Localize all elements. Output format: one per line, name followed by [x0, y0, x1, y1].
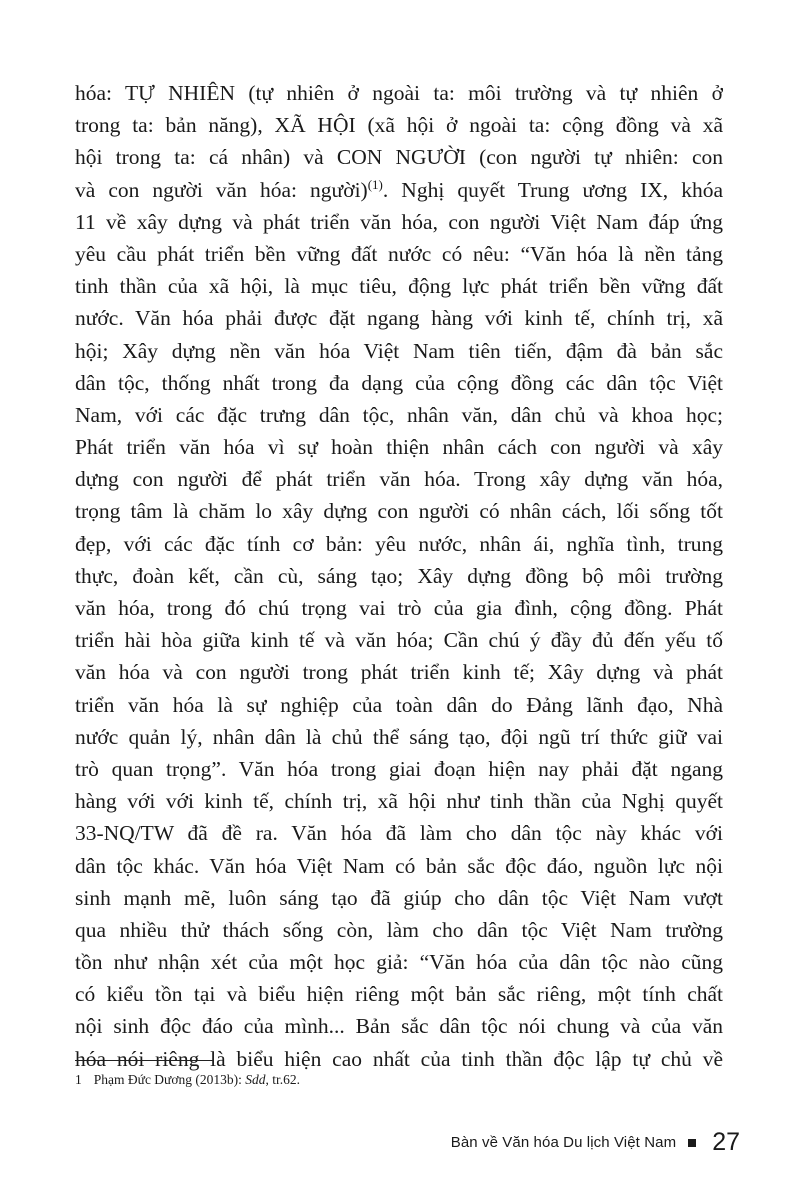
- body-line-8: nước. Văn hóa phải được đặt ngang hàng với kinh tế, chính trị, xã: [75, 306, 723, 331]
- footnote-number: 1: [75, 1072, 82, 1087]
- body-line-2: trong ta: bản năng), XÃ HỘI (xã hội ở ngoài ta: cộng đồng và xã: [75, 113, 723, 138]
- footnote-text: Phạm Đức Dương (2013b):: [93, 1072, 246, 1087]
- body-line-13: dựng con người để phát triển văn hóa. Trong xây dựng văn hóa,: [75, 467, 723, 492]
- running-footer: [451, 1128, 740, 1157]
- body-line-27: qua nhiều thử thách sống còn, làm cho dân tộc Việt Nam trường: [75, 917, 723, 942]
- body-line-6: yêu cầu phát triển bền vững đất nước có nêu: “Văn hóa là nền tảng: [75, 241, 723, 266]
- footnote-divider: [75, 1060, 213, 1061]
- body-line-29: có kiểu tồn tại và biểu hiện riêng một bản sắc riêng, một tính chất: [75, 982, 723, 1007]
- body-line-15: đẹp, với các đặc tính cơ bản: yêu nước, nhân ái, nghĩa tình, trung: [75, 531, 723, 556]
- body-line-3: hội trong ta: cá nhân) và CON NGƯỜI (con người tự nhiên: con: [75, 145, 723, 170]
- body-line-21: nước quản lý, nhân dân là chủ thể sáng tạo, đội ngũ trí thức giữ vai: [75, 724, 723, 749]
- body-line-24: 33-NQ/TW đã đề ra. Văn hóa đã làm cho dân tộc này khác với: [75, 821, 723, 846]
- body-line-14: trọng tâm là chăm lo xây dựng con người có nhân cách, lối sống tốt: [75, 499, 723, 524]
- body-line-4: và con người văn hóa: người)$^{(1)}$. Nghị quyết Trung ương IX, khóa: [75, 176, 723, 202]
- body-line-9: hội; Xây dựng nền văn hóa Việt Nam tiên tiến, đậm đà bản sắc: [75, 338, 723, 363]
- footnote-reference: (1): [367, 176, 383, 192]
- body-line-31: hóa nói riêng là biểu hiện cao nhất của tinh thần độc lập tự chủ về: [75, 1046, 723, 1071]
- body-line-28: tồn như nhận xét của một học giả: “Văn hóa của dân tộc nào cũng: [75, 950, 723, 975]
- body-line-20: triển văn hóa là sự nghiệp của toàn dân do Đảng lãnh đạo, Nhà: [75, 692, 723, 717]
- body-line-22: trò quan trọng”. Văn hóa trong giai đoạn hiện nay phải đặt ngang: [75, 756, 723, 781]
- body-line-5: 11 về xây dựng và phát triển văn hóa, con người Việt Nam đáp ứng: [75, 209, 723, 234]
- page-number: 27: [712, 1128, 740, 1156]
- footer-book-title: Bàn về Văn hóa Du lịch Việt Nam: [450, 1134, 677, 1151]
- body-line-25: dân tộc khác. Văn hóa Việt Nam có bản sắc độc đáo, nguồn lực nội: [75, 853, 723, 878]
- body-line-26: sinh mạnh mẽ, luôn sáng tạo đã giúp cho dân tộc Việt Nam vượt: [75, 885, 723, 910]
- square-bullet-icon: [688, 1139, 696, 1147]
- body-line-30: nội sinh độc đáo của mình... Bản sắc dân tộc nói chung và của văn: [75, 1014, 723, 1039]
- body-line-18: triển hài hòa giữa kinh tế và văn hóa; Cần chú ý đầy đủ đến yếu tố: [75, 628, 723, 653]
- body-line-7: tinh thần của xã hội, là mục tiêu, động lực phát triển bền vững đất: [75, 274, 723, 299]
- body-line-19: văn hóa và con người trong phát triển kinh tế; Xây dựng và phát: [75, 660, 723, 685]
- body-line-23: hàng với với kinh tế, chính trị, xã hội như tinh thần của Nghị quyết: [75, 789, 723, 814]
- body-line-12: Phát triển văn hóa vì sự hoàn thiện nhân cách con người và xây: [75, 435, 723, 460]
- footnote-source: Sdd: [245, 1072, 266, 1087]
- body-line-11: Nam, với các đặc trưng dân tộc, nhân văn, dân chủ và khoa học;: [75, 402, 723, 427]
- body-line-10: dân tộc, thống nhất trong đa dạng của cộng đồng các dân tộc Việt: [75, 370, 723, 395]
- body-text: [75, 77, 723, 1075]
- body-line-17: văn hóa, trong đó chú trọng vai trò của gia đình, cộng đồng. Phát: [75, 596, 723, 620]
- body-line-16: thực, đoàn kết, cần cù, sáng tạo; Xây dựng đồng bộ môi trường: [75, 563, 723, 588]
- body-line-1: hóa: TỰ NHIÊN (tự nhiên ở ngoài ta: môi trường và tự nhiên ở: [75, 81, 723, 105]
- footnote-page-ref: , tr.62.: [265, 1072, 301, 1087]
- footnote: [75, 1072, 300, 1088]
